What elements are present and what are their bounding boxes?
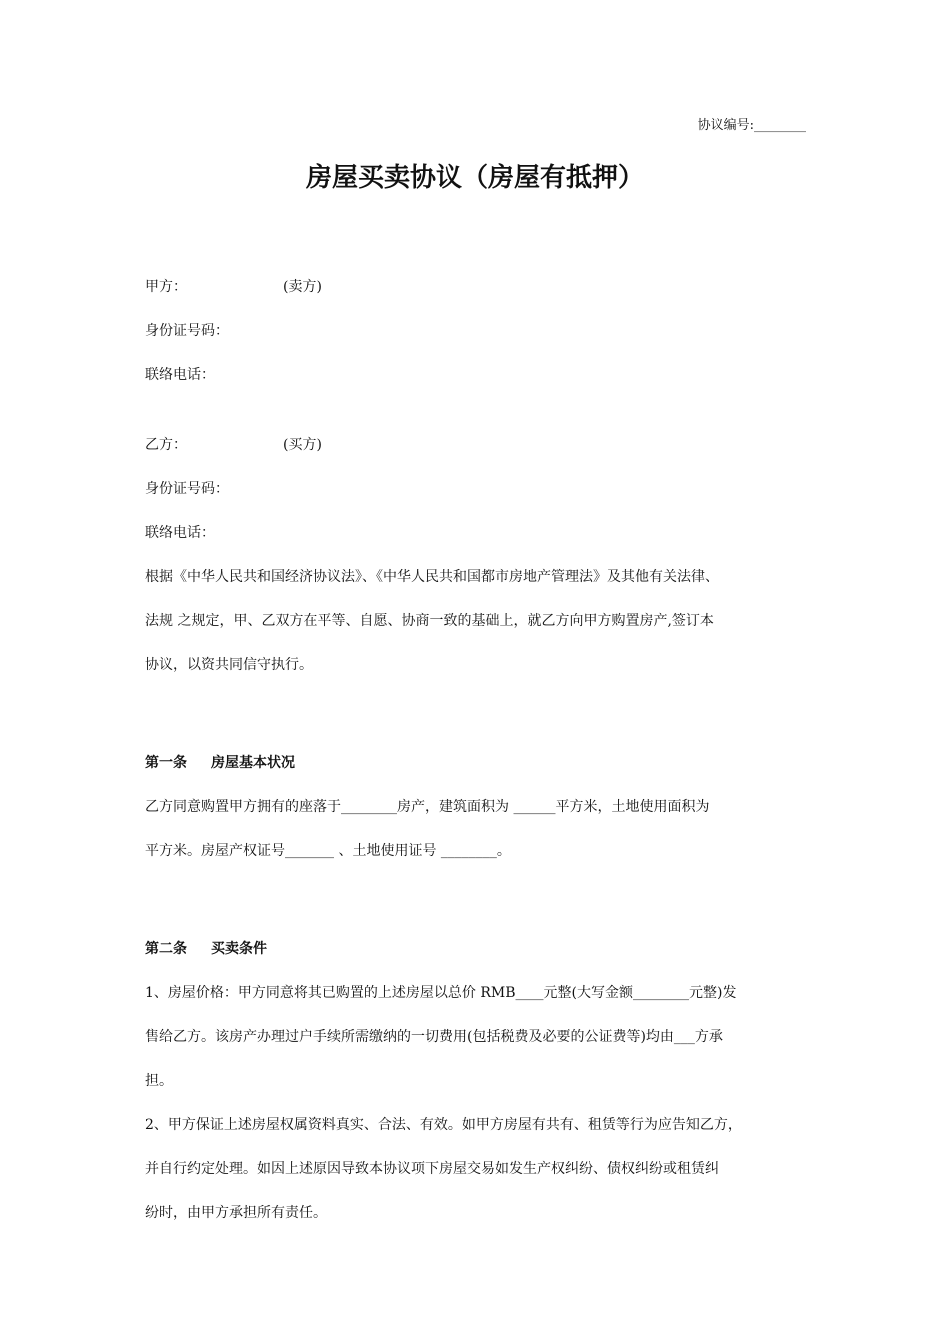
article-2-title: 买卖条件: [211, 941, 267, 957]
article-2-line: 担。: [145, 1073, 173, 1089]
party-a-role: (卖方): [283, 279, 322, 295]
party-b-id-label: 身份证号码：: [145, 481, 229, 497]
party-a-id-label: 身份证号码：: [145, 323, 229, 339]
party-a-phone-label: 联络电话：: [145, 367, 215, 383]
article-1-number: 第一条: [145, 755, 187, 771]
party-a-label: 甲方：: [145, 279, 187, 295]
contract-number: 协议编号:________: [697, 118, 806, 133]
article-2-line: 1、房屋价格：甲方同意将其已购置的上述房屋以总价 RMB____元整(大写金额________元整)发: [145, 985, 737, 1001]
article-1-heading: [145, 753, 295, 773]
party-b-label: 乙方：: [145, 437, 187, 453]
party-b-phone-label: 联络电话：: [145, 525, 215, 541]
article-1-line: 乙方同意购置甲方拥有的座落于________房产，建筑面积为 ______平方米，土地使用面积为: [145, 799, 710, 815]
article-1-line: 平方米。房屋产权证号_______ 、土地使用证号 ________。: [145, 843, 511, 859]
article-2-number: 第二条: [145, 941, 187, 957]
article-2-line: 纷时，由甲方承担所有责任。: [145, 1205, 327, 1221]
article-2-line: 售给乙方。该房产办理过户手续所需缴纳的一切费用(包括税费及必要的公证费等)均由___方承: [145, 1029, 723, 1045]
preamble-line: 协议，以资共同信守执行。: [145, 657, 313, 673]
party-b-role: (买方): [283, 437, 322, 453]
preamble-line: 根据《中华人民共和国经济协议法》、《中华人民共和国都市房地产管理法》及其他有关法律、: [145, 569, 719, 585]
article-1-title: 房屋基本状况: [211, 755, 295, 771]
article-2-line: 并自行约定处理。如因上述原因导致本协议项下房屋交易如发生产权纠纷、债权纠纷或租赁纠: [145, 1161, 719, 1177]
article-2-line: 2、甲方保证上述房屋权属资料真实、合法、有效。如甲方房屋有共有、租赁等行为应告知乙方，: [145, 1117, 742, 1133]
document-title: 房屋买卖协议（房屋有抵押）: [305, 163, 644, 193]
preamble-line: 法规 之规定，甲、乙双方在平等、自愿、协商一致的基础上，就乙方向甲方购置房产,签订本: [145, 613, 714, 629]
article-2-heading: [145, 939, 267, 959]
